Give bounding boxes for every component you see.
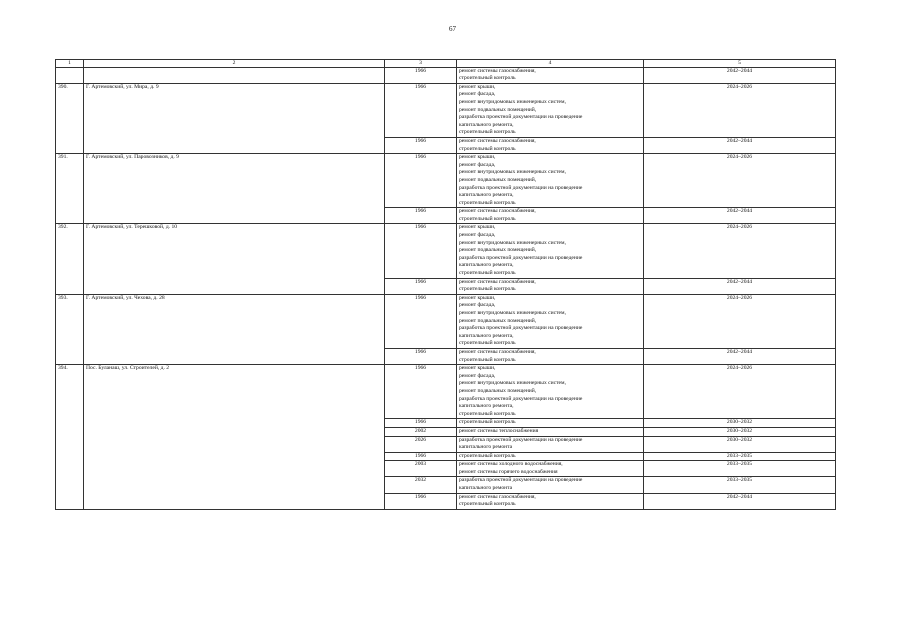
column-header-5: 5 xyxy=(644,60,836,68)
commission-year: 2026 xyxy=(385,436,457,452)
commission-year: 1966 xyxy=(385,493,457,509)
building-address: Г. Артемовский, ул. Мира, д. 9 xyxy=(84,83,385,153)
repair-works: строительный контроль xyxy=(457,419,644,428)
repair-works: ремонт системы газоснабжения, строительный контроль xyxy=(457,493,644,509)
commission-year: 1966 xyxy=(385,348,457,364)
commission-year: 2032 xyxy=(385,477,457,493)
table-header-row xyxy=(56,60,836,68)
repair-period: 2033–2035 xyxy=(644,477,836,493)
repair-works: разработка проектной документации на проведение капитального ремонта xyxy=(457,436,644,452)
column-header-2: 2 xyxy=(84,60,385,68)
building-address: Пос. Буланаш, ул. Строителей, д. 2 xyxy=(84,365,385,510)
building-address xyxy=(84,67,385,83)
building-address: Г. Артемовский, ул. Терешковой, д. 10 xyxy=(84,224,385,294)
row-number xyxy=(56,67,84,83)
table-row xyxy=(56,365,836,419)
commission-year: 1966 xyxy=(385,67,457,83)
repair-works: ремонт системы газоснабжения, строительный контроль xyxy=(457,278,644,294)
commission-year: 2003 xyxy=(385,461,457,477)
repair-works: ремонт системы газоснабжения, строительный контроль xyxy=(457,137,644,153)
repair-works: ремонт крыши, ремонт фасада, ремонт внутридомовых инженерных систем, ремонт подвальных помещений, разработка проектной документации на проведение капитального ремонта, строительный контроль xyxy=(457,224,644,278)
repair-works: ремонт крыши, ремонт фасада, ремонт внутридомовых инженерных систем, ремонт подвальных помещений, разработка проектной документации на проведение капитального ремонта, строительный контроль xyxy=(457,83,644,137)
row-number: 394. xyxy=(56,365,84,510)
row-number: 391. xyxy=(56,154,84,224)
repair-works: разработка проектной документации на проведение капитального ремонта xyxy=(457,477,644,493)
repair-period: 2042–2044 xyxy=(644,278,836,294)
repair-period: 2024–2026 xyxy=(644,224,836,278)
repair-period: 2033–2035 xyxy=(644,452,836,461)
repair-period: 2030–2032 xyxy=(644,427,836,436)
commission-year: 1966 xyxy=(385,224,457,278)
commission-year: 1966 xyxy=(385,83,457,137)
repair-period: 2024–2026 xyxy=(644,365,836,419)
repair-period: 2042–2044 xyxy=(644,493,836,509)
repair-works: ремонт системы холодного водоснабжения, ремонт системы горячего водоснабжения xyxy=(457,461,644,477)
repair-works: ремонт крыши, ремонт фасада, ремонт внутридомовых инженерных систем, ремонт подвальных помещений, разработка проектной документации на проведение капитального ремонта, строительный контроль xyxy=(457,154,644,208)
repair-period: 2024–2026 xyxy=(644,154,836,208)
commission-year: 1966 xyxy=(385,154,457,208)
commission-year: 1966 xyxy=(385,365,457,419)
row-number: 392. xyxy=(56,224,84,294)
repair-period: 2033–2035 xyxy=(644,461,836,477)
column-header-3: 3 xyxy=(385,60,457,68)
table-row xyxy=(56,83,836,137)
commission-year: 1966 xyxy=(385,208,457,224)
building-address: Г. Артемовский, ул. Паровозников, д. 9 xyxy=(84,154,385,224)
repair-works: ремонт системы газоснабжения, строительный контроль xyxy=(457,348,644,364)
building-address: Г. Артемовский, ул. Чехова, д. 28 xyxy=(84,294,385,364)
repair-works: строительный контроль xyxy=(457,452,644,461)
commission-year: 1966 xyxy=(385,294,457,348)
repair-period: 2024–2026 xyxy=(644,294,836,348)
repair-works: ремонт системы газоснабжения, строительный контроль xyxy=(457,208,644,224)
commission-year: 1966 xyxy=(385,278,457,294)
repair-works: ремонт крыши, ремонт фасада, ремонт внутридомовых инженерных систем, ремонт подвальных помещений, разработка проектной документации на проведение капитального ремонта, строительный контроль xyxy=(457,365,644,419)
repair-period: 2042–2044 xyxy=(644,348,836,364)
repair-works: ремонт системы газоснабжения, строительный контроль xyxy=(457,67,644,83)
repair-works: ремонт крыши, ремонт фасада, ремонт внутридомовых инженерных систем, ремонт подвальных помещений, разработка проектной документации на проведение капитального ремонта, строительный контроль xyxy=(457,294,644,348)
column-header-1: 1 xyxy=(56,60,84,68)
repair-period: 2042–2044 xyxy=(644,67,836,83)
repair-period: 2030–2032 xyxy=(644,436,836,452)
commission-year: 1966 xyxy=(385,137,457,153)
commission-year: 2002 xyxy=(385,427,457,436)
table-row xyxy=(56,67,836,83)
commission-year: 1966 xyxy=(385,419,457,428)
row-number: 390. xyxy=(56,83,84,153)
repair-period: 2024–2026 xyxy=(644,83,836,137)
row-number: 393. xyxy=(56,294,84,364)
commission-year: 1966 xyxy=(385,452,457,461)
repair-period: 2030–2032 xyxy=(644,419,836,428)
repair-period: 2042–2044 xyxy=(644,208,836,224)
repair-works: ремонт системы теплоснабжения xyxy=(457,427,644,436)
table-row xyxy=(56,294,836,348)
repair-period: 2042–2044 xyxy=(644,137,836,153)
table-body xyxy=(56,67,836,509)
table-row xyxy=(56,224,836,278)
column-header-4: 4 xyxy=(457,60,644,68)
capital-repair-table xyxy=(55,59,836,510)
page-number: 67 xyxy=(449,25,456,33)
table-row xyxy=(56,154,836,208)
